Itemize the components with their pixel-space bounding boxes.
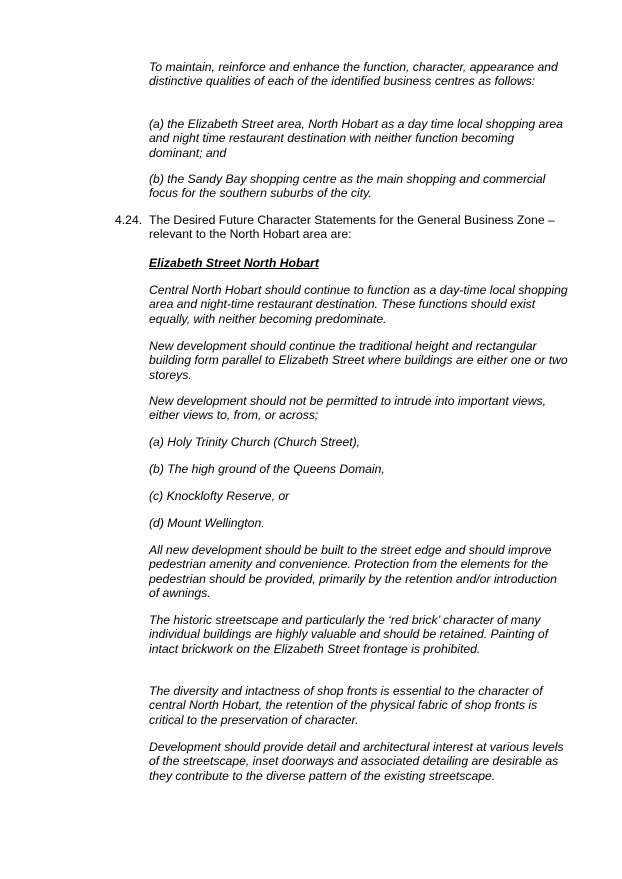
section-heading: Elizabeth Street North Hobart <box>149 256 319 270</box>
intro-paragraph: To maintain, reinforce and enhance the function, character, appearance and distinctive qualities of each of the identified business centres as follows: <box>149 60 558 89</box>
view-item: (b) The high ground of the Queens Domain, <box>149 462 385 476</box>
paragraph-function: Central North Hobart should continue to function as a day-time local shopping area and night-time restaurant destination. These functions should exist equally, with neither becoming predominate. <box>149 283 568 326</box>
section-number: 4.24. <box>115 213 143 227</box>
view-item: (c) Knocklofty Reserve, or <box>149 489 290 503</box>
paragraph-shop-fronts: The diversity and intactness of shop fronts is essential to the character of central North Hobart, the retention of the physical fabric of shop fronts is critical to the preservation of character. <box>149 684 543 727</box>
item-b-paragraph: (b) the Sandy Bay shopping centre as the main shopping and commercial focus for the southern suburbs of the city. <box>149 172 546 201</box>
item-a-paragraph: (a) the Elizabeth Street area, North Hobart as a day time local shopping area and night time restaurant destination with neither function becoming dominant; and <box>149 117 563 160</box>
paragraph-street-edge: All new development should be built to the street edge and should improve pedestrian amenity and convenience. Protection from the elements for the pedestrian should be provided, primarily by the retention and/or introduction of awnings. <box>149 543 557 600</box>
view-item: (a) Holy Trinity Church (Church Street), <box>149 435 361 449</box>
paragraph-detail: Development should provide detail and architectural interest at various levels of the streetscape, inset doorways and associated detailing are desirable as they contribute to the diverse pattern of the existing streetscape. <box>149 740 564 783</box>
paragraph-views: New development should not be permitted to intrude into important views, either views to, from, or across; <box>149 394 546 423</box>
section-text: The Desired Future Character Statements for the General Business Zone – relevant to the North Hobart area are: <box>149 213 555 242</box>
paragraph-height-form: New development should continue the traditional height and rectangular building form parallel to Elizabeth Street where buildings are either one or two storeys. <box>149 339 568 382</box>
paragraph-red-brick: The historic streetscape and particularly the ‘red brick’ character of many individual buildings are highly valuable and should be retained. Painting of intact brickwork on the Elizabeth Street frontage is prohibited. <box>149 613 549 656</box>
view-item: (d) Mount Wellington. <box>149 516 265 530</box>
